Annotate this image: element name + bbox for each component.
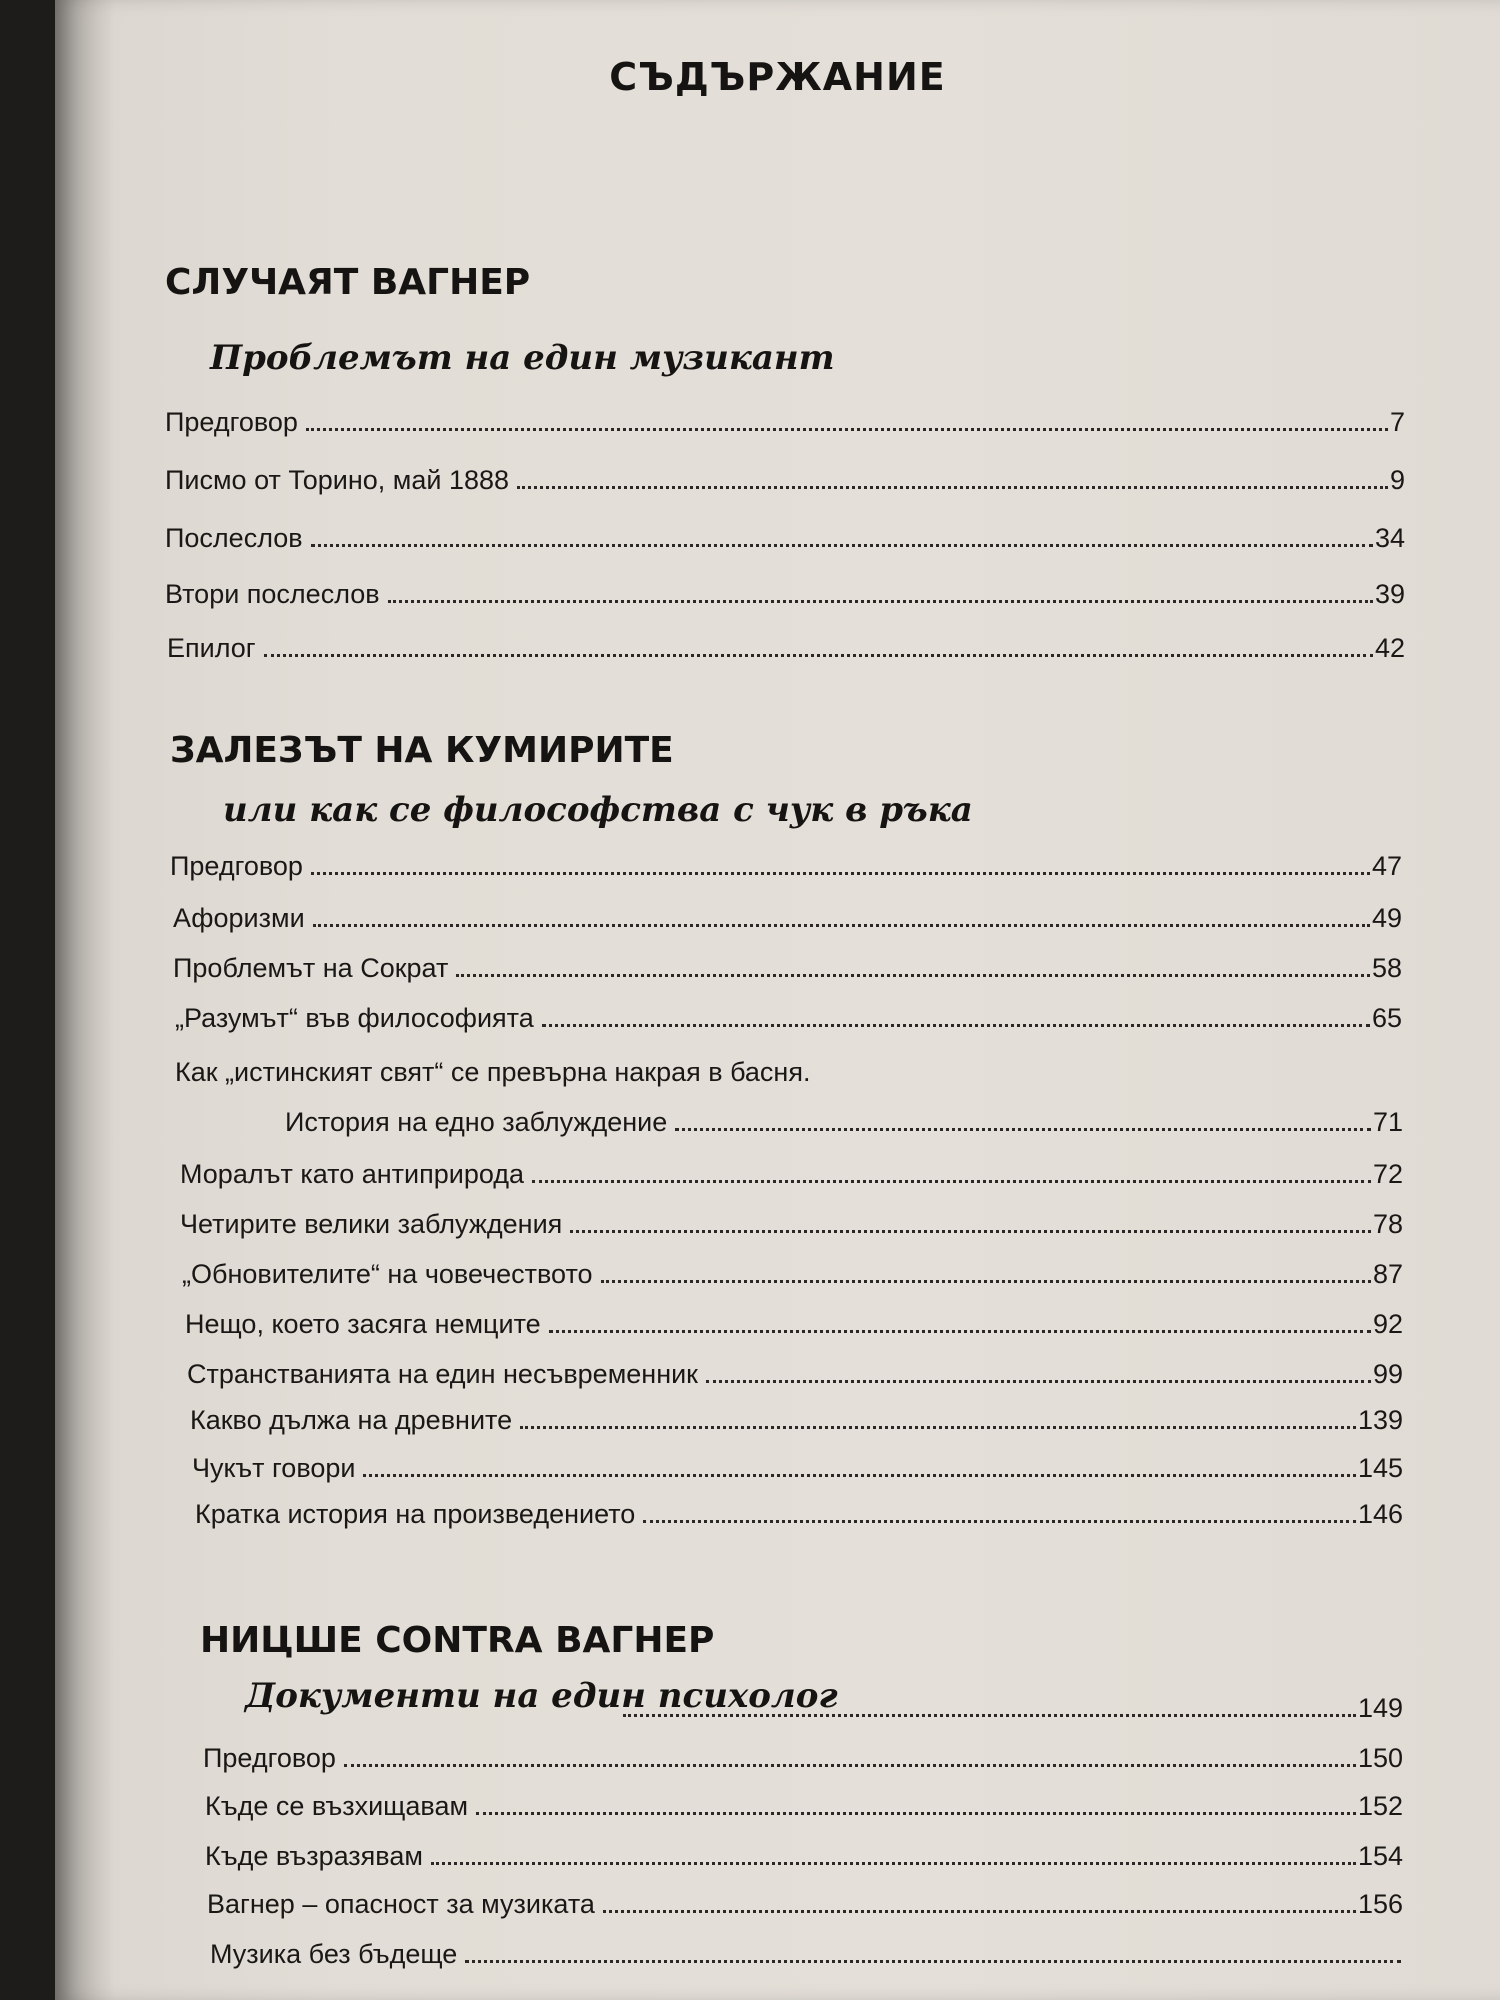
- toc-entry-label: История на едно заблуждение: [285, 1107, 668, 1137]
- toc-entry-page: 87: [1372, 1259, 1403, 1289]
- toc-entry[interactable]: [170, 848, 1402, 884]
- dot-leader: [313, 924, 1370, 927]
- section-subtitle-twilight-idols: или как се философства с чук в ръка: [223, 790, 973, 830]
- toc-entry-page: 34: [1374, 523, 1405, 553]
- toc-entry-page: 9: [1389, 465, 1405, 495]
- toc-entry-label: Втори послеслов: [165, 579, 380, 609]
- toc-entry-label: Проблемът на Сократ: [173, 953, 449, 983]
- toc-entry-page: 39: [1374, 579, 1405, 609]
- toc-entry-label-wrapped[interactable]: Как „истинският свят“ се превърна накрая в басня.: [175, 1057, 811, 1087]
- toc-entry-page: 156: [1357, 1889, 1403, 1919]
- dot-leader: [643, 1520, 1356, 1523]
- dot-leader: [549, 1330, 1371, 1333]
- toc-entry[interactable]: [192, 1450, 1403, 1486]
- dot-leader: [532, 1180, 1371, 1183]
- toc-entry[interactable]: [165, 462, 1405, 498]
- toc-entry[interactable]: [203, 1740, 1403, 1776]
- toc-entry[interactable]: [207, 1886, 1403, 1922]
- toc-entry-label: „Обновителите“ на човечеството: [182, 1259, 593, 1289]
- toc-entry-page: 71: [1372, 1107, 1403, 1137]
- toc-entry-label: Кратка история на произведението: [195, 1499, 636, 1529]
- toc-entry-label: Вагнер – опасност за музиката: [207, 1889, 595, 1919]
- toc-entry-label: Къде възразявам: [205, 1841, 423, 1871]
- toc-entry-page: 150: [1357, 1743, 1403, 1773]
- toc-entry-label: Писмо от Торино, май 1888: [165, 465, 510, 495]
- toc-entry-page: 72: [1372, 1159, 1403, 1189]
- dot-leader: [306, 428, 1388, 431]
- dot-leader: [520, 1426, 1356, 1429]
- toc-entry[interactable]: [167, 630, 1405, 666]
- toc-entry-page: 92: [1372, 1309, 1403, 1339]
- dot-leader: [675, 1128, 1371, 1131]
- toc-entry[interactable]: [165, 520, 1405, 556]
- toc-entry-page: 145: [1357, 1453, 1403, 1483]
- toc-entry-label: Къде се възхищавам: [205, 1791, 469, 1821]
- table-of-contents: [55, 0, 1500, 2000]
- toc-entry-label: Нещо, което засяга немците: [185, 1309, 541, 1339]
- section-subtitle-nietzsche-contra-wagner: Документи на един психолог: [245, 1676, 838, 1716]
- toc-entry-page: 42: [1374, 633, 1405, 663]
- section-subtitle-case-wagner: Проблемът на един музикант: [210, 338, 835, 378]
- toc-entry-label: Послеслов: [165, 523, 303, 553]
- toc-entry-page: 149: [1357, 1693, 1403, 1723]
- toc-entry[interactable]: [205, 1788, 1403, 1824]
- toc-entry-label: „Разумът“ във философията: [175, 1003, 534, 1033]
- dot-leader: [388, 600, 1373, 603]
- toc-entry-page: 65: [1371, 1003, 1402, 1033]
- toc-entry-label: Предговор: [165, 407, 298, 437]
- section-title-twilight-idols: ЗАЛЕЗЪТ НА КУМИРИТЕ: [170, 730, 674, 771]
- dot-leader: [542, 1024, 1370, 1027]
- toc-entry-page: 152: [1357, 1791, 1403, 1821]
- toc-entry-label: Чукът говори: [192, 1453, 356, 1483]
- dot-leader: [465, 1960, 1401, 1963]
- dot-leader: [264, 654, 1373, 657]
- toc-entry[interactable]: [285, 1104, 1403, 1140]
- dot-leader: [706, 1380, 1371, 1383]
- toc-entry-page: 99: [1372, 1359, 1403, 1389]
- dot-leader: [603, 1910, 1356, 1913]
- dot-leader: [431, 1862, 1356, 1865]
- toc-entry[interactable]: [615, 1690, 1403, 1726]
- toc-entry-page: 154: [1357, 1841, 1403, 1871]
- toc-entry[interactable]: [182, 1256, 1403, 1292]
- toc-entry[interactable]: [180, 1206, 1403, 1242]
- book-page: [55, 0, 1500, 2000]
- toc-entry-label: Музика без бъдеще: [210, 1939, 458, 1969]
- toc-entry-label: Афоризми: [173, 903, 305, 933]
- dot-leader: [601, 1280, 1371, 1283]
- dot-leader: [570, 1230, 1371, 1233]
- dot-leader: [476, 1812, 1356, 1815]
- toc-entry-label: Епилог: [167, 633, 256, 663]
- dot-leader: [517, 486, 1388, 489]
- toc-entry[interactable]: [190, 1402, 1403, 1438]
- toc-entry-page: 78: [1372, 1209, 1403, 1239]
- toc-entry-label: Какво дължа на древните: [190, 1405, 513, 1435]
- dot-leader: [456, 974, 1370, 977]
- toc-entry-page: 146: [1357, 1499, 1403, 1529]
- section-title-nietzsche-contra-wagner: НИЦШЕ CONTRA ВАГНЕР: [200, 1620, 715, 1661]
- toc-entry[interactable]: [185, 1306, 1403, 1342]
- toc-entry[interactable]: [210, 1936, 1403, 1972]
- toc-entry[interactable]: [205, 1838, 1403, 1874]
- toc-entry-page: 49: [1371, 903, 1402, 933]
- toc-entry-label: Предговор: [170, 851, 303, 881]
- toc-entry[interactable]: [187, 1356, 1403, 1392]
- toc-entry[interactable]: [165, 576, 1405, 612]
- section-title-case-wagner: СЛУЧАЯТ ВАГНЕР: [165, 262, 531, 303]
- page-title: СЪДЪРЖАНИЕ: [609, 55, 946, 99]
- toc-entry-label: Моралът като антиприрода: [180, 1159, 525, 1189]
- toc-entry[interactable]: [165, 404, 1405, 440]
- dot-leader: [311, 544, 1373, 547]
- dot-leader: [623, 1714, 1356, 1717]
- dot-leader: [311, 872, 1370, 875]
- toc-entry-page: 7: [1389, 407, 1405, 437]
- dot-leader: [344, 1764, 1356, 1767]
- toc-entry-label: Странстванията на един несъвременник: [187, 1359, 698, 1389]
- toc-entry[interactable]: [173, 900, 1402, 936]
- toc-entry-page: 139: [1357, 1405, 1403, 1435]
- dot-leader: [363, 1474, 1355, 1477]
- toc-entry-page: 58: [1371, 953, 1402, 983]
- toc-entry[interactable]: [180, 1156, 1403, 1192]
- toc-entry-page: 47: [1371, 851, 1402, 881]
- toc-entry[interactable]: [173, 950, 1402, 986]
- toc-entry-label: Четирите велики заблуждения: [180, 1209, 563, 1239]
- toc-entry[interactable]: [175, 1000, 1402, 1036]
- toc-entry-label: Предговор: [203, 1743, 336, 1773]
- toc-entry[interactable]: [195, 1496, 1403, 1532]
